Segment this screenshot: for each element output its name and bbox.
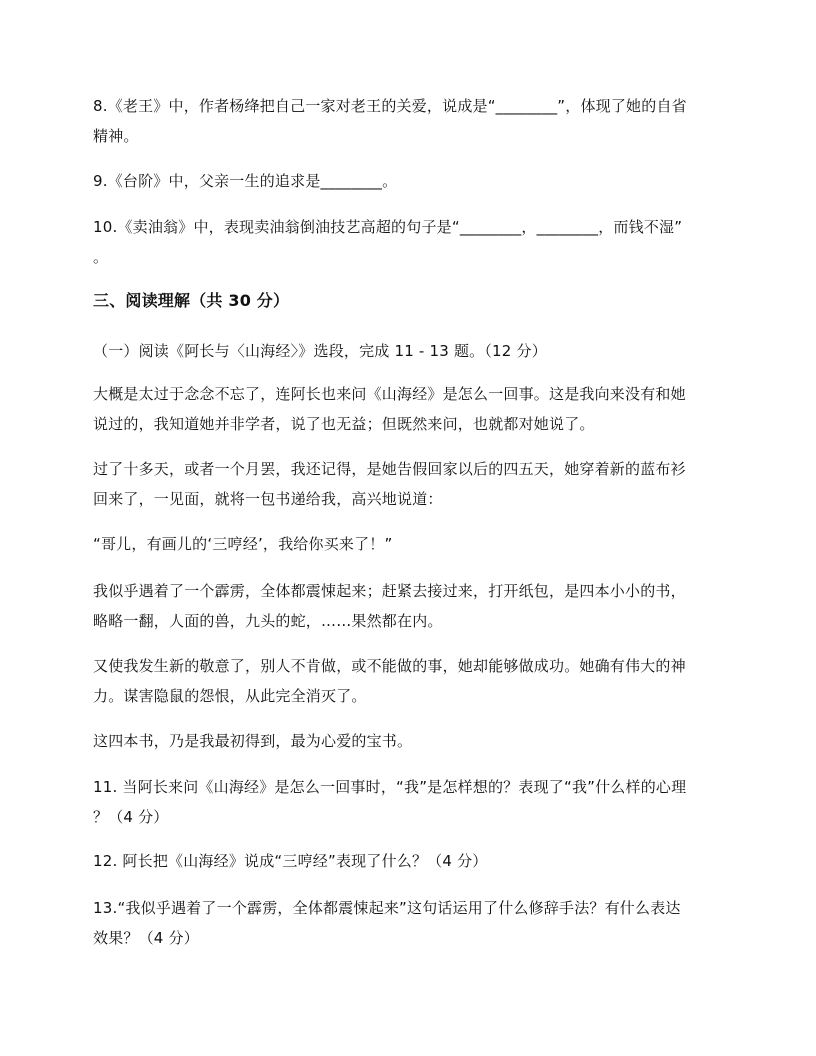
passage-paragraph-2 [93, 454, 733, 514]
passage-paragraph-5 [93, 651, 733, 711]
passage-paragraph-4 [93, 576, 733, 636]
question-10 [93, 212, 763, 272]
question-11-line-2: ？（4 分） [93, 808, 169, 826]
subsection-1-heading: （一）阅读《阿长与〈山海经〉》选段，完成 11 - 13 题。（12 分） [93, 342, 547, 360]
question-13 [93, 893, 763, 953]
question-9 [93, 166, 763, 196]
question-10-line-1: 10.《卖油翁》中，表现卖油翁倒油技艺高超的句子是“________，________，而钱不湿” [93, 218, 683, 236]
question-9-line-1: 9.《台阶》中，父亲一生的追求是________。 [93, 172, 398, 190]
passage-line: 我似乎遇着了一个霹雳，全体都震悚起来；赶紧去接过来，打开纸包，是四本小小的书， [93, 582, 686, 600]
passage-line: 这四本书，乃是我最初得到，最为心爱的宝书。 [93, 732, 413, 750]
question-11-line-1: 11. 当阿长来问《山海经》是怎么一回事时，“我”是怎样想的？表现了“我”什么样的心理 [93, 778, 687, 796]
passage-paragraph-6 [93, 726, 733, 756]
question-13-line-2: 效果？（4 分） [93, 929, 199, 947]
question-11 [93, 772, 763, 832]
passage-line: 大概是太过于念念不忘了，连阿长也来问《山海经》是怎么一回事。这是我向来没有和她 [93, 385, 686, 403]
question-8 [93, 91, 763, 151]
question-10-line-2: 。 [93, 248, 109, 266]
passage-line: 略略一翻，人面的兽，九头的蛇，……果然都在内。 [93, 612, 443, 630]
passage-line: 过了十多天，或者一个月罢，我还记得，是她告假回家以后的四五天，她穿着新的蓝布衫 [93, 460, 686, 478]
question-12 [93, 846, 763, 876]
question-8-line-2: 精神。 [93, 127, 139, 145]
passage-line: 回来了，一见面，就将一包书递给我，高兴地说道： [93, 490, 443, 508]
question-12-line-1: 12. 阿长把《山海经》说成“三哼经”表现了什么？（4 分） [93, 852, 488, 870]
passage-paragraph-1 [93, 379, 733, 439]
passage-line: 力。谋害隐鼠的怨恨，从此完全消灭了。 [93, 687, 367, 705]
question-13-line-1: 13.“我似乎遇着了一个霹雳，全体都震悚起来”这句话运用了什么修辞手法？有什么表达 [93, 899, 681, 917]
passage-paragraph-3 [93, 529, 733, 559]
passage-line: 说过的，我知道她并非学者，说了也无益；但既然来问，也就都对她说了。 [93, 415, 595, 433]
question-8-line-1: 8.《老王》中，作者杨绛把自己一家对老王的关爱，说成是“________”，体现了她的自省 [93, 97, 687, 115]
section-3-heading: 三、阅读理解（共 30 分） [93, 291, 290, 310]
passage-line: 又使我发生新的敬意了，别人不肯做，或不能做的事，她却能够做成功。她确有伟大的神 [93, 657, 686, 675]
passage-line: “哥儿，有画儿的‘三哼经’，我给你买来了！” [93, 535, 393, 553]
